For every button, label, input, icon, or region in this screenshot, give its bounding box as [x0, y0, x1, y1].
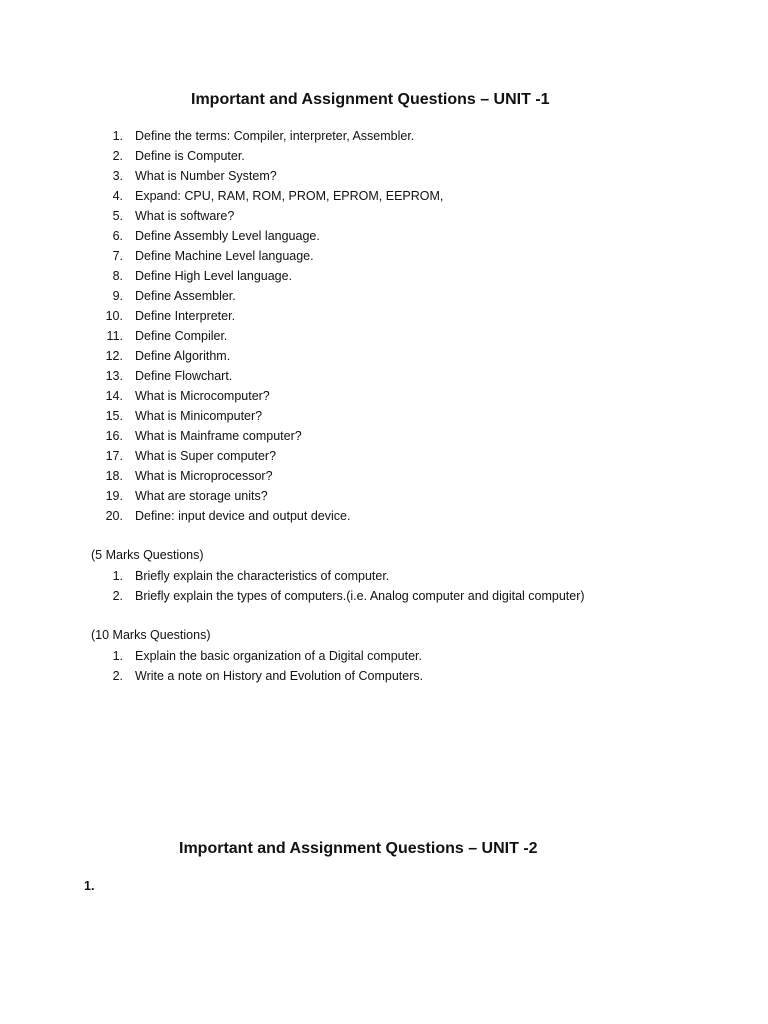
question-text: What is Number System?: [135, 169, 277, 183]
question-number: 5.: [112, 209, 123, 223]
question-number: 2.: [112, 149, 123, 163]
question-text: Define Assembler.: [135, 289, 236, 303]
question-number: 1.: [112, 649, 123, 663]
question-number: 11.: [106, 329, 123, 343]
question-text: Write a note on History and Evolution of Computers.: [135, 669, 424, 683]
question-number: 6.: [112, 229, 123, 243]
question-number: 8.: [112, 269, 123, 283]
question-number: 17.: [105, 449, 123, 463]
question-text: Define: input device and output device.: [135, 509, 351, 523]
question-text: What is Minicomputer?: [135, 409, 263, 423]
ten-marks-label: (10 Marks Questions): [91, 628, 211, 642]
question-text: Define Flowchart.: [135, 369, 233, 383]
question-text: Define Assembly Level language.: [135, 229, 320, 243]
question-number: 3.: [112, 169, 123, 183]
unit1-title: Important and Assignment Questions – UNIT -1: [191, 91, 550, 108]
question-number: 19.: [105, 489, 123, 503]
question-number: 4.: [112, 189, 123, 203]
question-text: What is Microcomputer?: [135, 389, 270, 403]
question-number: 13.: [105, 369, 123, 383]
question-text: What are storage units?: [135, 489, 268, 503]
question-number: 10.: [105, 309, 123, 323]
question-text: Briefly explain the types of computers.(i.e. Analog computer and digital computer): [135, 589, 585, 603]
question-number: 18.: [105, 469, 123, 483]
question-text: Define Compiler.: [135, 329, 228, 343]
question-text: Expand: CPU, RAM, ROM, PROM, EPROM, EEPROM,: [135, 189, 444, 203]
question-text: Define Algorithm.: [135, 349, 231, 363]
question-number: 1.: [112, 569, 123, 583]
question-text: What is Microprocessor?: [135, 469, 273, 483]
question-number: 15.: [105, 409, 123, 423]
question-number: 16.: [105, 429, 123, 443]
unit2-title: Important and Assignment Questions – UNIT -2: [179, 840, 538, 857]
question-number: 14.: [105, 389, 123, 403]
question-text: Explain the basic organization of a Digital computer.: [135, 649, 422, 663]
question-text: Define High Level language.: [135, 269, 293, 283]
question-text: Briefly explain the characteristics of computer.: [135, 569, 390, 583]
unit2-first-item-number: 1.: [84, 879, 95, 893]
question-number: 9.: [112, 289, 123, 303]
question-text: Define is Computer.: [135, 149, 245, 163]
question-text: Define Machine Level language.: [135, 249, 314, 263]
question-text: What is software?: [135, 209, 235, 223]
question-number: 1.: [112, 129, 123, 143]
question-number: 20.: [105, 509, 123, 523]
question-number: 7.: [112, 249, 123, 263]
question-text: What is Mainframe computer?: [135, 429, 302, 443]
five-marks-label: (5 Marks Questions): [91, 548, 204, 562]
question-number: 12.: [105, 349, 123, 363]
question-text: What is Super computer?: [135, 449, 277, 463]
question-number: 2.: [112, 669, 123, 683]
question-number: 2.: [112, 589, 123, 603]
question-text: Define the terms: Compiler, interpreter, Assembler.: [135, 129, 415, 143]
question-text: Define Interpreter.: [135, 309, 236, 323]
